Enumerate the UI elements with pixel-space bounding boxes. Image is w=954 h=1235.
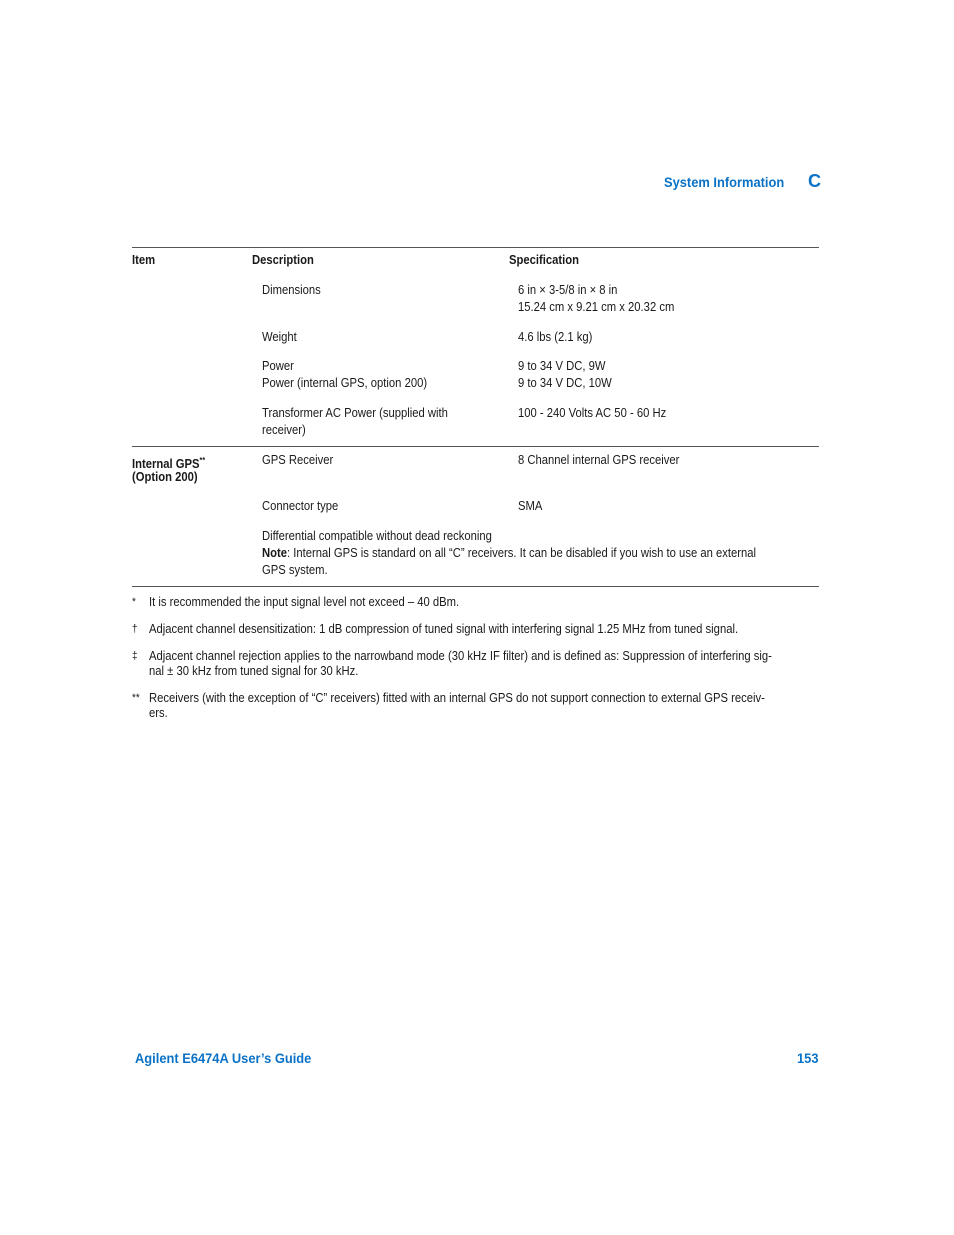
table-cell-specification: 6 in × 3-5/8 in × 8 in (518, 283, 618, 297)
table-cell-specification: 9 to 34 V DC, 9W (518, 359, 606, 373)
table-cell-description: Transformer AC Power (supplied with (262, 406, 448, 420)
footnote-mark: ** (132, 692, 140, 704)
appendix-letter: C (808, 171, 821, 191)
section-title: System Information (664, 174, 785, 190)
note-label: Note (262, 546, 288, 560)
column-header-specification: Specification (509, 253, 580, 267)
table-cell-description: GPS Receiver (262, 453, 334, 467)
footnote-text: nal ± 30 kHz from tuned signal for 30 kHz. (149, 664, 359, 678)
footnote-mark: ‡ (132, 650, 138, 662)
table-cell-description: Connector type (262, 499, 339, 513)
table-cell-description: Weight (262, 330, 297, 344)
footnote-marker: ** (199, 456, 206, 465)
table-cell-wide-text: Differential compatible without dead reckoning (262, 529, 492, 543)
table-top-rule (132, 247, 819, 248)
footnote-text: Receivers (with the exception of “C” receivers) fitted with an internal GPS do not support connection to external GPS receiv- (149, 691, 765, 705)
table-group-rule (132, 446, 819, 447)
table-cell-specification: SMA (518, 499, 543, 513)
note-text: : Internal GPS is standard on all “C” receivers. It can be disabled if you wish to use an external (287, 546, 756, 560)
table-cell-specification: 100 - 240 Volts AC 50 - 60 Hz (518, 406, 667, 420)
table-cell-specification: 4.6 lbs (2.1 kg) (518, 330, 593, 344)
footnote-text: ers. (149, 706, 168, 720)
footer-title: Agilent E6474A User’s Guide (135, 1050, 312, 1066)
footnote-text: Adjacent channel rejection applies to the narrowband mode (30 kHz IF filter) and is defined as: Suppression of interfering sig- (149, 649, 772, 663)
footnote-text: Adjacent channel desensitization: 1 dB compression of tuned signal with interfering signal 1.25 MHz from tuned signal. (149, 622, 739, 636)
column-header-item: Item (132, 253, 156, 267)
footnote-mark: * (132, 596, 136, 608)
item-label: Internal GPS (132, 457, 200, 471)
table-cell-description: receiver) (262, 423, 306, 437)
table-cell-wide-text: GPS system. (262, 563, 328, 577)
table-cell-specification: 9 to 34 V DC, 10W (518, 376, 612, 390)
table-cell-item-option: (Option 200) (132, 470, 198, 484)
table-cell-description: Power (internal GPS, option 200) (262, 376, 428, 390)
table-cell-description: Power (262, 359, 294, 373)
table-cell-specification: 8 Channel internal GPS receiver (518, 453, 680, 467)
footnote-text: It is recommended the input signal level not exceed – 40 dBm. (149, 595, 460, 609)
page-number: 153 (797, 1050, 819, 1066)
table-cell-note (262, 545, 756, 562)
footnote-mark: † (132, 623, 138, 635)
table-bottom-rule (132, 586, 819, 587)
column-header-description: Description (252, 253, 314, 267)
table-cell-description: Dimensions (262, 283, 321, 297)
table-cell-specification: 15.24 cm x 9.21 cm x 20.32 cm (518, 300, 675, 314)
